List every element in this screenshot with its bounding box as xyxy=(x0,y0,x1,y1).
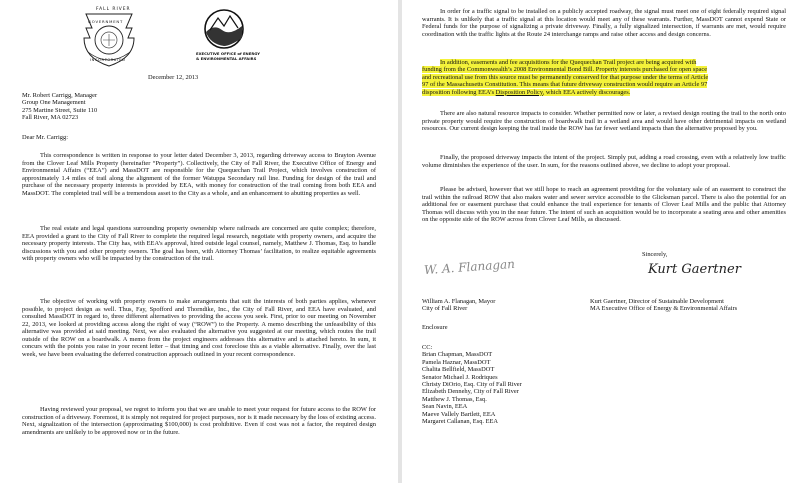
address-line: Mr. Robert Carrigg, Manager xyxy=(22,92,98,99)
body-paragraph-4: Having reviewed your proposal, we regret to inform you that we are unable to meet your request for future access to the ROW for construction of a driveway. Foremost, it is simply not required for project purposes, nor is it made necessary by the loss of existing access. Next, signalization of the intersection (approximating $100,000) is cost prohibitive. Even if cost was not a factor, the required design amendments are unlikely to be approved now or in the future. xyxy=(22,406,377,436)
seal-text-bottom: INCORPORATED xyxy=(90,58,126,62)
body-paragraph-8: Please be advised, however that we still hope to reach an agreement providing for the voluntary sale of an easement to construct the trail within the railroad ROW that also makes water and sewer service accessible to the Glicksman parcel. There is also the potential for an additional fee or easement purchase that could enhance the trail experience for tenants of Clover Leaf Mills and the public that Attorney Thomas will discuss with you in the near future. The intent of such an acquisition would be to incorporate a seating area and other amenities on the opposite side of the ROW across from Clover Leaf Mills, as discussed. xyxy=(422,186,786,224)
highlight-line: , which EEA actively discourages. xyxy=(542,88,631,96)
cc-item: Christy DiOrio, Esq. City of Fall River xyxy=(422,381,522,389)
seal-text-middle: GOVERNMENT xyxy=(88,19,124,24)
salutation: Dear Mr. Carrigg: xyxy=(22,134,68,141)
highlight-line: In addition, easements and fee acquisitions for the Quequechan Trail project are being acquired with xyxy=(440,59,697,66)
cc-item: Elizabeth Dennehy, City of Fall River xyxy=(422,388,519,396)
cc-item: Maeve Vallely Bartlett, EEA xyxy=(422,410,496,418)
cc-item: Pamela Haznar, MassDOT xyxy=(422,358,491,366)
body-paragraph-1: This correspondence is written in response to your letter dated December 3, 2013, regarding driveway access to Brayton Avenue from the Clover Leaf Mills Property (hereinafter “Property”). Collectively, the City of Fall River, the Executive Office of Energy and Environmental Affairs (“EEA”) and MassDOT are responsible for the Quequechan Trail Project, which involves construction of approximately 1.4 miles of trail along the alignment of the former Watuppa Secondary rail line. Funding for design of the trail and purchase of the necessary property interests is provided by EEA, with money for construction of the trail coming from both EEA and MassDOT. The completed trail will be a tremendous asset to the City as a whole, and an enhancement to abutting properties as well. xyxy=(22,152,376,197)
body-paragraph-3: The objective of working with property owners to make arrangements that suit the interests of both parties applies, whenever possible, to project design as well. Thus, Fay, Spofford and Thorndike, Inc., the City of Fall River, and EEA have evaluated, and consulted MassDOT in regard to, three different alternatives to providing the access you seek. First, prior to our meeting on November 22, 2013, we looked at providing access along the right of way (“ROW”) to the Property. A memo describing the unfeasibility of this alternative was provided at said meeting. Next, we also evaluated the alternative you suggested at our meeting, which routes the trail outside of the ROW on a boardwalk. A memo from the project engineers addresses this alternative and is attached hereto. In sum, it concurs with the points you raise in your recent letter – that timing and cost foreclose this as a viable alternative. Finally, over the last week, we have been evaluating the deferred construction approach outlined in your recent correspondence. xyxy=(22,298,376,358)
signer-left: William A. Flanagan, Mayor City of Fall River xyxy=(422,298,496,313)
highlight-line: 97 of the Massachusetts Constitution. This means that future driveway construction would require an Article 97 xyxy=(422,81,708,89)
eea-logo-text-1: EXECUTIVE OFFICE of ENERGY xyxy=(196,51,261,56)
seal-text-top: FALL RIVER xyxy=(96,7,131,12)
cc-item: Margaret Callanan, Esq. EEA xyxy=(422,418,499,426)
body-paragraph-7: Finally, the proposed driveway impacts the intent of the project. Simply put, adding a road crossing, even with a relatively low traffic volume diminishes the experience of the user. In sum, for the reasons outlined above, we decline to adopt your proposal. xyxy=(422,154,786,169)
closing: Sincerely, xyxy=(642,251,668,258)
eea-logo xyxy=(196,8,261,64)
cc-item: Chalita Bellfield, MassDOT xyxy=(422,366,495,374)
enclosure-label: Enclosure xyxy=(422,324,448,331)
address-line: Group One Management xyxy=(22,99,86,107)
city-seal-logo xyxy=(78,8,140,68)
cc-item: Senator Michael J. Rodriques xyxy=(422,373,498,381)
cc-item: Sean Navin, EEA xyxy=(422,403,468,411)
letter-page-1 xyxy=(0,0,398,483)
address-line: Fall River, MA 02723 xyxy=(22,114,79,122)
address-line: 275 Martine Street, Suite 110 xyxy=(22,106,98,114)
highlight-line: and recreational use from this source must be permanently conserved for that purpose under the terms of Article xyxy=(422,73,709,81)
body-paragraph-5: In order for a traffic signal to be installed on a publicly accepted roadway, the signal must meet one of eight federally required signal warrants. It is unlikely that a traffic signal at this location would meet any of these warrants. Further, MassDOT cannot expend State or Federal funds for the purpose of signalizing a private driveway. Finally, a fully signalized intersection, if warrants are met, would require coordination with the traffic lights at the Route 24 interchange ramps and raise other access and design concerns. xyxy=(422,8,786,38)
body-paragraph-2: The real estate and legal questions surrounding property ownership where railroads are concerned are quite complex; therefore, EEA provided a grant to the City of Fall River to complete the required legal research, negotiate with property owners, and acquire the necessary property interests. The City has, with EEA’s approval, hired outside legal counsel, namely, Matthew J. Thomas, Esq. to handle discussions with you and other property owners. The goal has been, with Attorney Thomas’ facilitation, to realize equitable agreements with property owners who will be impacted by the construction of the trail. xyxy=(22,225,376,263)
eea-logo-text-2: & ENVIRONMENTAL AFFAIRS xyxy=(196,56,257,61)
signature-gaertner: Kurt Gaertner xyxy=(648,262,741,277)
disposition-policy-link[interactable]: Disposition Policy xyxy=(495,88,543,96)
cc-item: Brian Chapman, MassDOT xyxy=(422,351,493,359)
body-paragraph-6: There are also natural resource impacts to consider. Whether permitted now or later, a revised design routing the trail to the north onto private property would require the construction of boardwalk trail in a wetland area and would have other detrimental impacts on wetland resources. Our current design keeping the trail inside the ROW has far fewer wetland impacts than the alternative proposed by you. xyxy=(422,110,786,133)
highlight-line: disposition following EEA’s xyxy=(422,88,496,96)
highlight-line: funding from the Commonwealth’s 2008 Environmental Bond Bill. Property interests purchased for open space xyxy=(422,66,708,74)
cc-item: Matthew J. Thomas, Esq. xyxy=(422,395,487,403)
cc-list xyxy=(422,344,522,425)
highlighted-paragraph xyxy=(422,59,786,96)
letter-page-2 xyxy=(402,0,800,483)
letter-date: December 12, 2013 xyxy=(148,74,199,81)
signature-flanagan: W. A. Flanagan xyxy=(423,256,516,278)
cc-label: CC: xyxy=(422,344,433,351)
signer-right: Kurt Gaertner, Director of Sustainable Development MA Executive Office of Energy & Environmental Affairs xyxy=(590,298,738,313)
recipient-address xyxy=(22,92,97,122)
